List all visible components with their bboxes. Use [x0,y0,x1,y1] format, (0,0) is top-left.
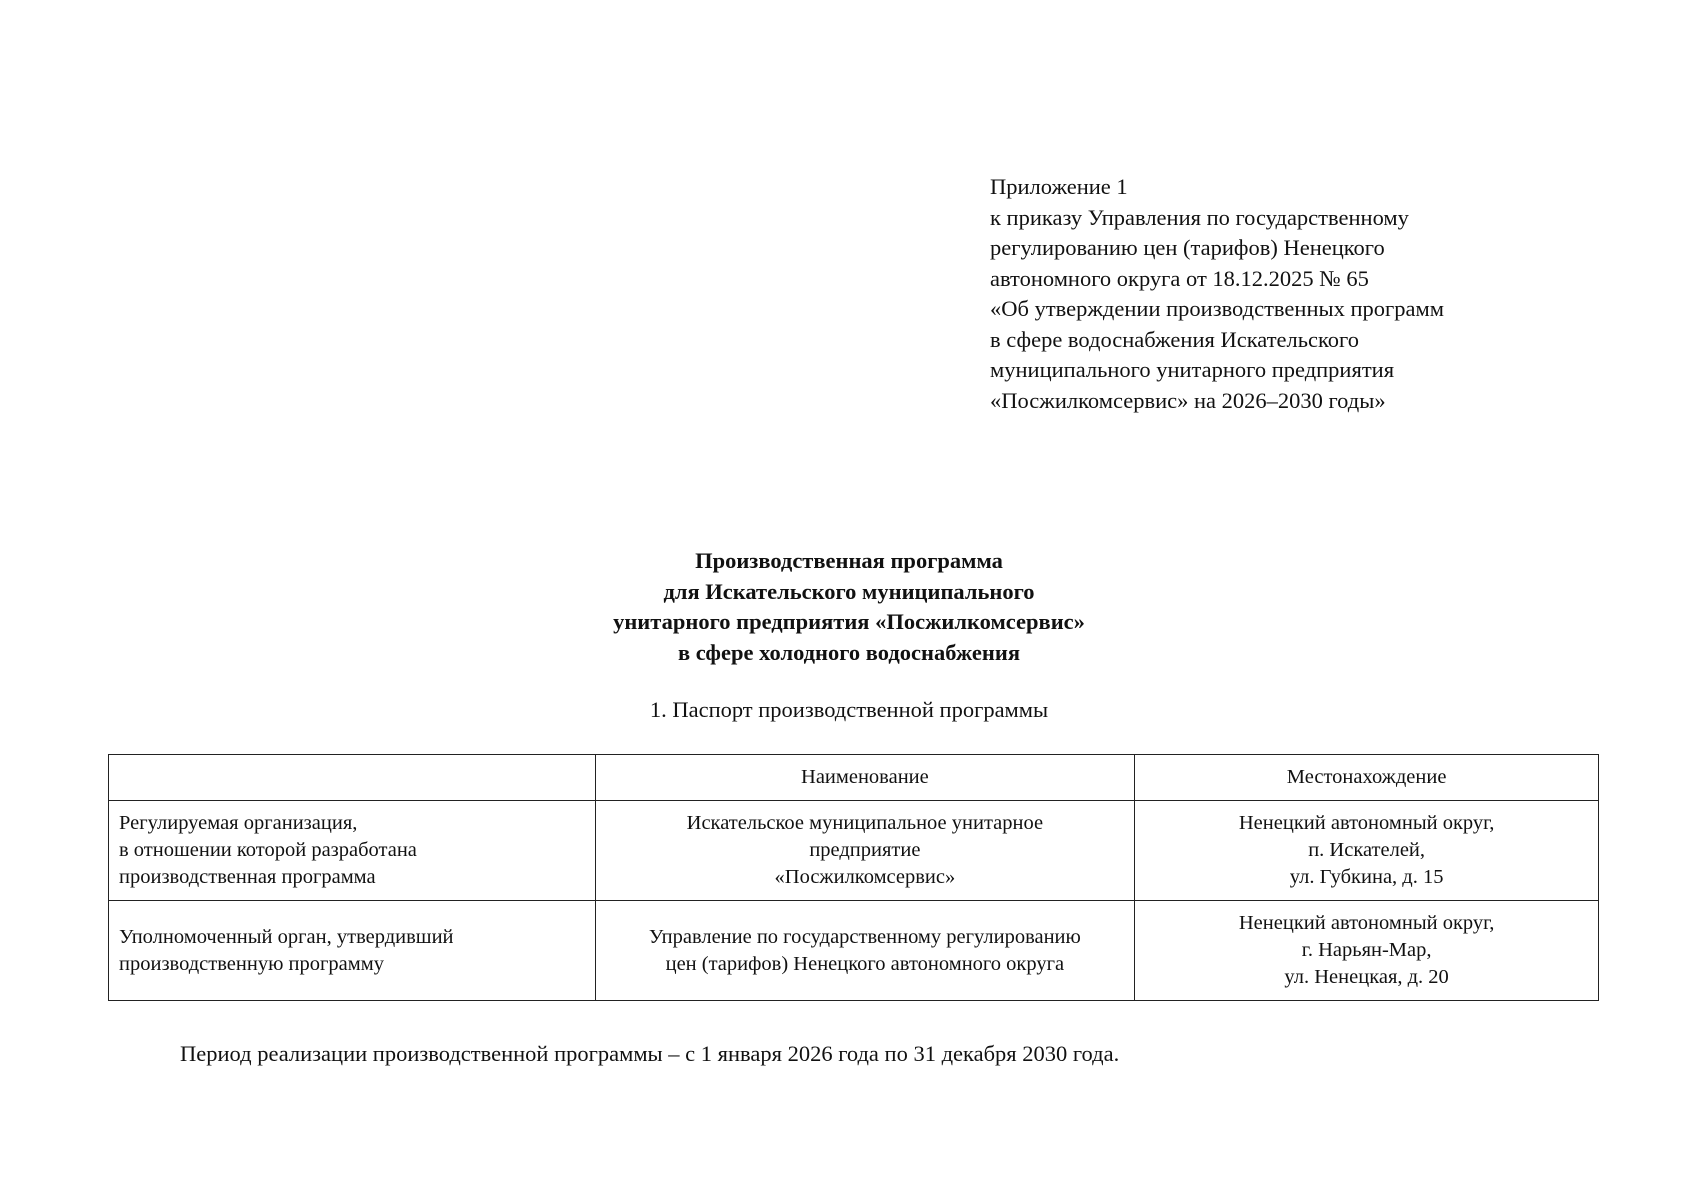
appendix-line: «Об утверждении производственных программ [990,296,1444,321]
appendix-line: регулированию цен (тарифов) Ненецкого [990,235,1385,260]
title-line: Производственная программа [695,548,1003,573]
row-label-cell [109,801,596,901]
row-location-cell [1135,801,1599,901]
appendix-block [990,172,1444,416]
cell-line: г. Нарьян-Мар, [1301,939,1432,961]
row-name-cell [595,801,1135,901]
cell-line: предприятие [809,839,921,861]
appendix-line: муниципального унитарного предприятия [990,357,1395,382]
row-label-cell [109,901,596,1001]
cell-line: Управление по государственному регулированию [648,925,1081,948]
cell-line: п. Искателей, [1308,839,1426,861]
appendix-line: к приказу Управления по государственному [990,204,1409,230]
cell-line: «Посжилкомсервис» [774,866,956,888]
header-empty-cell [109,755,596,801]
header-name-cell: Наименование [595,755,1135,801]
implementation-period: Период реализации производственной программы – с 1 января 2026 года по 31 декабря 2030 года. [180,1041,1120,1066]
row-name-cell [595,901,1135,1001]
section-heading: 1. Паспорт производственной программы [649,697,1049,722]
cell-line: Ненецкий автономный округ, [1238,912,1495,934]
cell-line: производственная программа [119,866,376,888]
passport-table [108,754,1599,1001]
title-line: в сфере холодного водоснабжения [677,639,1021,665]
cell-line: ул. Губкина, д. 15 [1289,866,1444,888]
cell-line: Уполномоченный орган, утвердивший [119,925,454,948]
header-location-cell: Местонахождение [1135,755,1599,801]
appendix-line: в сфере водоснабжения Искательского [990,326,1359,352]
row-location-cell [1135,901,1599,1001]
table-header-row [109,755,1599,801]
cell-line: производственную программу [119,952,384,975]
appendix-line: Приложение 1 [990,174,1128,199]
cell-line: цен (тарифов) Ненецкого автономного округа [665,952,1065,975]
cell-line: Регулируемая организация, [119,812,358,834]
document-title [0,546,1698,668]
cell-line: ул. Ненецкая, д. 20 [1284,966,1449,988]
title-line: для Искательского муниципального [663,578,1035,604]
cell-line: Ненецкий автономный округ, [1238,812,1495,834]
appendix-line: «Посжилкомсервис» на 2026–2030 годы» [990,387,1386,413]
cell-line: Искательское муниципальное унитарное [686,812,1044,834]
cell-line: в отношении которой разработана [119,839,417,861]
title-line: унитарного предприятия «Посжилкомсервис» [613,609,1085,634]
table-row [109,901,1599,1001]
appendix-line: автономного округа от 18.12.2025 № 65 [990,265,1369,291]
table-row [109,801,1599,901]
